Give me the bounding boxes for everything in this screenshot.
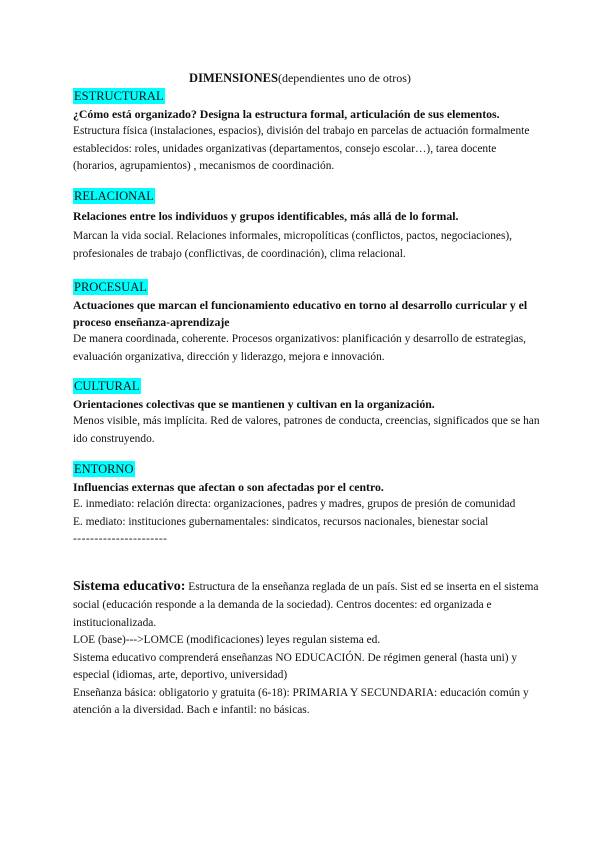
section-heading: RELACIONAL xyxy=(74,189,154,203)
section-question: Influencias externas que afectan o son afectadas por el centro. xyxy=(73,480,384,494)
section-question: Relaciones entre los individuos y grupos identificables, más allá de lo formal. xyxy=(73,209,459,223)
separator-line: ---------------------- xyxy=(73,533,168,545)
page-title xyxy=(0,70,600,86)
sistema-line: Sistema educativo comprenderá enseñanzas NO EDUCACIÓN. De régimen general (hasta uni) y especial (idiomas, arte, deportivo, universidad) xyxy=(73,651,518,681)
sistema-line: LOE (base)--->LOMCE (modificaciones) leyes regulan sistema ed. xyxy=(73,634,381,646)
title-subtitle: (dependientes uno de otros) xyxy=(277,71,411,85)
section-body: Menos visible, más implícita. Red de valores, patrones de conducta, creencias, significados que se han ido construyendo. xyxy=(73,415,540,445)
section-relacional xyxy=(73,188,543,263)
section-heading: PROCESUAL xyxy=(74,280,147,294)
sistema-line: Enseñanza básica: obligatorio y gratuita (6-18): PRIMARIA Y SECUNDARIA: educación común y atención a la diversidad. Bach e infantil: no básicas. xyxy=(73,686,529,716)
section-estructural xyxy=(73,88,543,176)
section-question: ¿Cómo está organizado? Designa la estructura formal, articulación de sus elementos. xyxy=(73,107,500,121)
section-body: Marcan la vida social. Relaciones informales, micropolíticas (conflictos, pactos, negociaciones), profesionales de trabajo (conflictivas, de coordinación), clima relacional. xyxy=(73,230,513,260)
section-body-line: E. mediato: instituciones gubernamentales: sindicatos, recursos nacionales, bienestar social xyxy=(73,515,489,528)
title-bold: DIMENSIONES xyxy=(189,71,278,85)
section-cultural xyxy=(73,378,543,448)
section-body-line: E. inmediato: relación directa: organizaciones, padres y madres, grupos de presión de comunidad xyxy=(73,498,516,510)
section-procesual xyxy=(73,279,543,366)
sistema-title: Sistema educativo: xyxy=(73,579,186,594)
sistema-intro-text: Estructura de la enseñanza reglada de un país. Sist ed se inserta en el sistema social (educación responde a la demanda de la sociedad). Centros docentes: ed organizada e institucionalizada. xyxy=(73,581,539,629)
section-body: De manera coordinada, coherente. Procesos organizativos: planificación y desarrollo de estrategias, evaluación organizativa, dirección y liderazgo, mejora e innovación. xyxy=(73,333,527,363)
section-question: Orientaciones colectivas que se mantienen y cultivan en la organización. xyxy=(73,397,435,411)
section-entorno xyxy=(73,461,543,549)
section-heading: ENTORNO xyxy=(74,462,134,476)
section-question: Actuaciones que marcan el funcionamiento educativo en torno al desarrollo curricular y el proceso enseñanza-aprendizaje xyxy=(73,298,528,329)
section-sistema-educativo xyxy=(73,578,543,720)
section-heading: ESTRUCTURAL xyxy=(74,89,164,103)
section-heading: CULTURAL xyxy=(74,379,140,393)
section-body: Estructura física (instalaciones, espacios), división del trabajo en parcelas de actuación formalmente establecidos: roles, unidades organizativas (departamentos, consejo escolar…), tarea docente (horarios, agrupamientos) , mecanismos de coordinación. xyxy=(73,125,530,172)
sistema-intro xyxy=(73,578,543,632)
